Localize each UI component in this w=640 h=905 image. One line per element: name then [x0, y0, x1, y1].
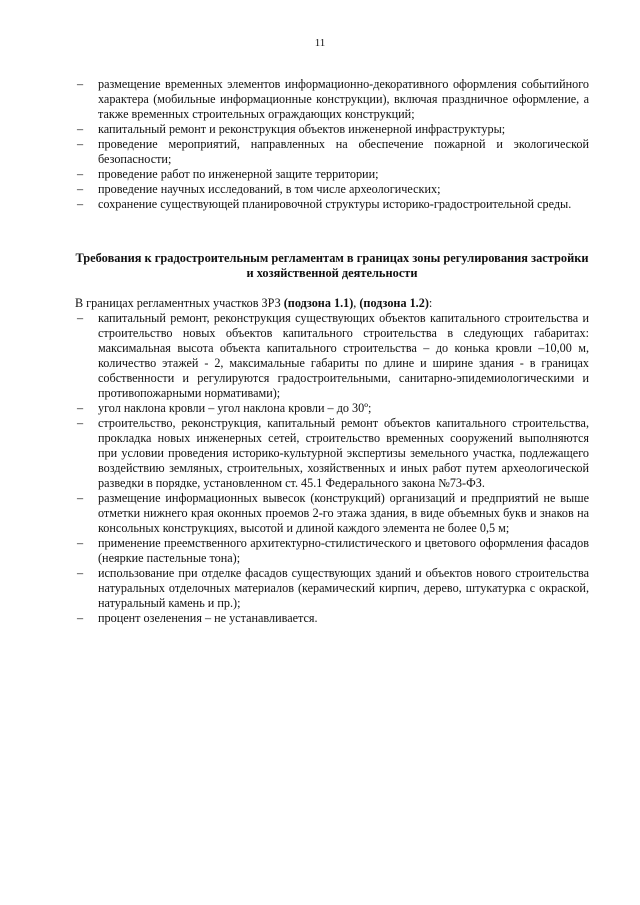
list-item: [75, 182, 589, 197]
list-item-text: сохранение существующей планировочной структуры историко-градостроительной среды.: [98, 197, 572, 211]
bullet-dash: –: [77, 401, 84, 415]
list-item-text: проведение научных исследований, в том числе археологических;: [98, 182, 441, 196]
bullet-dash: –: [77, 416, 84, 430]
intro-separator: ,: [353, 296, 360, 310]
bullet-dash: –: [77, 182, 84, 196]
list-item-text: применение преемственного архитектурно-стилистического и цветового оформления фасадов (неяркие пастельные тона);: [98, 536, 589, 565]
intro-prefix: В границах регламентных участков ЗРЗ: [75, 296, 284, 310]
bullet-dash: –: [77, 122, 84, 136]
list-item-text: использование при отделке фасадов существующих зданий и объектов нового строительства натуральных отделочных материалов (керамический кирпич, дерево, штукатурка с окраской, натуральный камень и пр.);: [98, 566, 589, 610]
list-item: [75, 77, 589, 122]
bullet-dash: –: [77, 611, 84, 625]
list-item-text: капитальный ремонт, реконструкция существующих объектов капитального строительства и строительство новых объектов капитального строительства в следующих габаритах: максимальная высота объекта капитального строительства – до конька кровли –10,00 м, количество этажей - 2, максимальные габариты по длине и ширине здания - в границах собственности и регулируются градостроительными, санитарно-эпидемиологическими и противопожарными нормативами);: [98, 311, 589, 400]
list-item: [75, 536, 589, 566]
bullet-dash: –: [77, 167, 84, 181]
list-item: [75, 566, 589, 611]
list-item-text: строительство, реконструкция, капитальный ремонт объектов капитального строительства, прокладка новых инженерных сетей, строительство временных сооружений выполняются при условии проведения историко-культурной экспертизы земельного участка, подлежащего воздействию земляных, строительных, хозяйственных и иных работ путем археологической разведки в порядке, установленном ст. 45.1 Федерального закона №73-ФЗ.: [98, 416, 589, 490]
bullet-dash: –: [77, 137, 84, 151]
bullet-dash: –: [77, 566, 84, 580]
intro-suffix: :: [428, 296, 433, 310]
list-item: [75, 122, 589, 137]
list-item-text: проведение мероприятий, направленных на обеспечение пожарной и экологической безопасности;: [98, 137, 589, 166]
top-requirements-list: [75, 77, 589, 212]
list-item-text: капитальный ремонт и реконструкция объектов инженерной инфраструктуры;: [98, 122, 506, 136]
page-number: 11: [314, 37, 326, 49]
list-item: [75, 137, 589, 167]
list-item-text: угол наклона кровли – угол наклона кровли – до 30º;: [98, 401, 372, 415]
list-item-text: размещение временных элементов информационно-декоративного оформления событийного характера (мобильные информационные конструкции), включая праздничное оформление, а также временных строительных ограждающих конструкций;: [98, 77, 589, 121]
subzone-label: (подзона 1.2): [359, 296, 429, 310]
intro-paragraph: [75, 296, 589, 311]
section-heading: Требования к градостроительным регламентам в границах зоны регулирования застройки и хозяйственной деятельности: [75, 251, 589, 280]
bullet-dash: –: [77, 197, 84, 211]
list-item: [75, 197, 589, 212]
list-item-text: проведение работ по инженерной защите территории;: [98, 167, 379, 181]
subzone-label: (подзона 1.1): [283, 296, 354, 310]
list-item: [75, 167, 589, 182]
subzone-requirements-list: [75, 311, 589, 626]
bullet-dash: –: [77, 491, 84, 505]
list-item: [75, 311, 589, 401]
bullet-dash: –: [77, 536, 84, 550]
list-item-text: размещение информационных вывесок (конструкций) организаций и предприятий не выше отметки нижнего края оконных проемов 2-го этажа здания, в виде объемных букв и знаков на консольных конструкциях, высотой и длиной каждого элемента не более 0,5 м;: [98, 491, 589, 535]
list-item-text: процент озеленения – не устанавливается.: [98, 611, 318, 625]
list-item: [75, 401, 589, 416]
list-item: [75, 491, 589, 536]
bullet-dash: –: [77, 311, 84, 325]
list-item: [75, 416, 589, 491]
bullet-dash: –: [77, 77, 84, 91]
list-item: [75, 611, 589, 626]
